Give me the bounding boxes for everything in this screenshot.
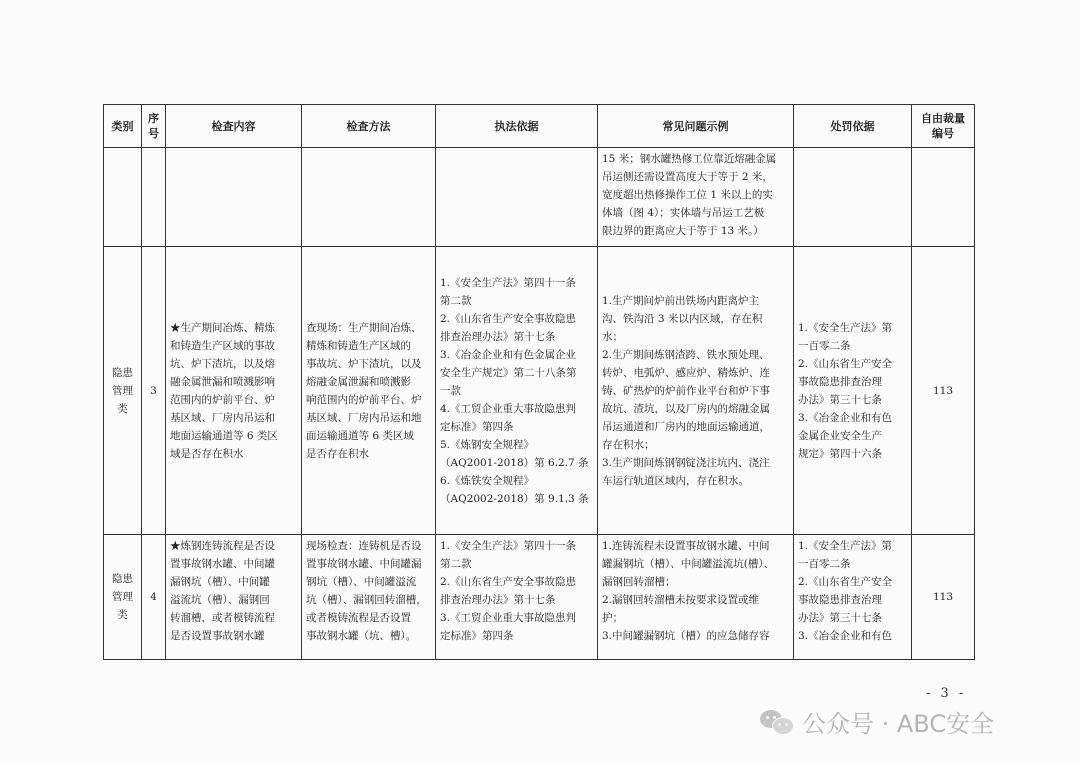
cell-line: 3.《冶金企业和有色金属企业 — [440, 348, 577, 361]
cell-line: 排查治理办法》第十七条 — [440, 330, 556, 343]
cell-line: （AQ2001-2018）第 6.2.7 条 — [440, 456, 589, 469]
cell-line: 定标准》第四条 — [440, 630, 514, 642]
cell-line: 域是否存在积水 — [170, 447, 244, 460]
cell-line: 现场检查：连铸机是否设 — [306, 540, 422, 552]
cell-line: 3.《冶金企业和有色 — [798, 630, 893, 642]
cell-line: 地面运输通道等 6 类区 — [170, 429, 278, 442]
cell-empty — [166, 148, 302, 247]
table-row — [104, 247, 975, 535]
cell-line: 和铸造生产区域的事故 — [170, 339, 275, 352]
cell-line: 一百零二条 — [798, 339, 851, 352]
table-header-row — [104, 105, 975, 148]
cell-line: 或者模铸流程是否设置 — [306, 612, 411, 624]
cell-line: 溢流坑（槽）、漏钢回 — [170, 594, 270, 606]
cell-penalty — [794, 535, 912, 660]
cell-code: 113 — [912, 535, 975, 660]
cell-line: 1.连铸流程未设置事故钢水罐、中间 — [602, 540, 770, 552]
cell-line: 2.《山东省生产安全 — [798, 357, 893, 370]
header-basis: 执法依据 — [436, 105, 598, 148]
cell-line: 体墙（图 4）；实体墙与吊运工艺极 — [602, 207, 765, 219]
cell-line: 钢坑（槽）、中间罐溢流 — [306, 576, 417, 588]
cell-line: 1.生产期间炉前出铁场内距离炉主 — [602, 294, 760, 307]
cell-line: 故坑、渣坑，以及厂房内的熔融金属 — [602, 402, 770, 415]
cell-line: 漏钢回转溜槽； — [602, 576, 676, 588]
cell-line: 事故钢水罐（坑、槽）。 — [306, 630, 417, 642]
cell-method — [302, 535, 436, 660]
table-row — [104, 535, 975, 660]
cell-empty — [912, 148, 975, 247]
cell-line: 第二款 — [440, 294, 472, 307]
cell-line: 一百零二条 — [798, 558, 851, 570]
cell-line: 3.《冶金企业和有色 — [798, 411, 893, 424]
watermark — [760, 704, 994, 739]
cell-empty — [104, 148, 142, 247]
cell-content — [166, 535, 302, 660]
cell-line: 转炉、电弧炉、感应炉、精炼炉、连 — [602, 366, 770, 379]
cell-line: 2.漏钢回转溜槽未按要求设置或维 — [602, 594, 760, 606]
cell-line: 第二款 — [440, 558, 472, 570]
cell-line: 吊运通道和厂房内的地面运输通道， — [602, 420, 770, 433]
cell-empty — [302, 148, 436, 247]
wechat-icon — [760, 708, 794, 736]
cell-line: 2.《山东省生产安全事故隐患 — [440, 576, 577, 588]
header-code: 自由裁量编号 — [912, 105, 975, 148]
cell-line: 罐漏钢坑（槽）、中间罐溢流坑(槽）、 — [602, 558, 775, 570]
cell-line: 范围内的炉前平台、炉 — [170, 393, 275, 406]
cell-line: ★炼钢连铸流程是否设 — [170, 540, 275, 552]
cell-line: 1.《安全生产法》第四十一条 — [440, 276, 577, 289]
cell-line: 精炼和铸造生产区域的 — [306, 339, 411, 352]
cell-line: 水； — [602, 330, 623, 343]
cell-basis — [436, 535, 598, 660]
cell-content — [166, 247, 302, 535]
cell-empty — [794, 148, 912, 247]
cell-line: 事故坑、炉下渣坑，以及 — [306, 357, 422, 370]
cell-line: ★生产期间冶炼、精炼 — [170, 321, 275, 334]
cell-line: 4.《工贸企业重大事故隐患判 — [440, 402, 577, 415]
watermark-text: 公众号 · ABC安全 — [802, 710, 995, 738]
cell-line: 规定》第四十六条 — [798, 447, 882, 460]
cell-line: 2.《山东省生产安全事故隐患 — [440, 312, 577, 325]
cell-line: 置事故钢水罐、中间罐 — [170, 558, 275, 570]
inspection-table — [103, 104, 975, 660]
table-row-continued — [104, 148, 975, 247]
cell-line: 车运行轨道区域内，存在积水。 — [602, 474, 749, 487]
cell-code: 113 — [912, 247, 975, 535]
cell-category: 隐患管理类 — [104, 535, 142, 660]
cell-line: 宽度超出热修操作工位 1 米以上的实 — [602, 189, 773, 201]
header-category: 类别 — [104, 105, 142, 148]
cell-line: 排查治理办法》第十七条 — [440, 594, 556, 606]
cell-line: 面运输通道等 6 类区域 — [306, 429, 414, 442]
cell-line: 2.生产期间炼钢渣跨、铁水预处理、 — [602, 348, 770, 361]
cell-line: 1.《安全生产法》第 — [798, 321, 893, 334]
cell-line: 查现场：生产期间冶炼、 — [306, 321, 422, 334]
cell-penalty — [794, 247, 912, 535]
header-content: 检查内容 — [166, 105, 302, 148]
cell-seq: 3 — [142, 247, 166, 535]
cell-line: 转溜槽，或者模铸流程 — [170, 612, 275, 624]
cell-line: 3.生产期间炼钢钢锭浇注坑内、浇注 — [602, 456, 770, 469]
cell-line: 1.《安全生产法》第四十一条 — [440, 540, 577, 552]
cell-line: 3.《工贸企业重大事故隐患判 — [440, 612, 577, 624]
cell-line: 15 米；钢水罐热修工位靠近熔融金属 — [602, 153, 777, 165]
cell-line: （AQ2002-2018）第 9.1.3 条 — [440, 492, 589, 505]
cell-line: 定标准》第四条 — [440, 420, 514, 433]
header-method: 检查方法 — [302, 105, 436, 148]
cell-empty — [436, 148, 598, 247]
page-number: - 3 - — [926, 686, 967, 701]
cell-problems-continued — [598, 148, 794, 247]
cell-line: 6.《炼铁安全规程》 — [440, 474, 535, 487]
cell-line: 金属企业安全生产 — [798, 429, 882, 442]
cell-line: 基区域、厂房内吊运和地 — [306, 411, 422, 424]
cell-empty — [142, 148, 166, 247]
cell-line: 坑（槽）、漏钢回转溜槽， — [306, 594, 427, 606]
cell-problems — [598, 535, 794, 660]
cell-line: 事故隐患排查治理 — [798, 594, 882, 606]
cell-line: 5.《炼钢安全规程》 — [440, 438, 535, 451]
cell-line: 限边界的距离应大于等于 13 米。） — [602, 225, 764, 237]
cell-line: 基区域、厂房内吊运和 — [170, 411, 275, 424]
cell-line: 坑、炉下渣坑，以及熔 — [170, 357, 275, 370]
cell-line: 3.中间罐漏钢坑（槽）的应急储存容 — [602, 630, 770, 642]
header-problems: 常见问题示例 — [598, 105, 794, 148]
cell-line: 铸、矿热炉的炉前作业平台和炉下事 — [602, 384, 770, 397]
cell-line: 1.《安全生产法》第 — [798, 540, 893, 552]
cell-line: 置事故钢水罐、中间罐漏 — [306, 558, 422, 570]
cell-line: 熔融金属泄漏和喷溅影 — [306, 375, 411, 388]
cell-line: 护； — [602, 612, 623, 624]
cell-line: 事故隐患排查治理 — [798, 375, 882, 388]
cell-line: 沟、铁沟沿 3 米以内区域，存在积 — [602, 312, 763, 325]
cell-line: 办法》第三十七条 — [798, 393, 882, 406]
header-seq: 序号 — [142, 105, 166, 148]
cell-line: 漏钢坑（槽）、中间罐 — [170, 576, 270, 588]
cell-line: 响范围内的炉前平台、炉 — [306, 393, 422, 406]
cell-line: 一款 — [440, 384, 461, 397]
cell-line: 2.《山东省生产安全 — [798, 576, 893, 588]
cell-line: 办法》第三十七条 — [798, 612, 882, 624]
cell-method — [302, 247, 436, 535]
cell-problems — [598, 247, 794, 535]
cell-line: 吊运侧还需设置高度大于等于 2 米， — [602, 171, 773, 183]
cell-seq: 4 — [142, 535, 166, 660]
cell-line: 是否设置事故钢水罐 — [170, 630, 265, 642]
cell-line: 是否存在积水 — [306, 447, 369, 460]
cell-line: 安全生产规定》第二十八条第 — [440, 366, 577, 379]
cell-category: 隐患管理类 — [104, 247, 142, 535]
cell-line: 融金属泄漏和喷溅影响 — [170, 375, 275, 388]
cell-line: 存在积水； — [602, 438, 655, 451]
cell-basis — [436, 247, 598, 535]
header-penalty: 处罚依据 — [794, 105, 912, 148]
